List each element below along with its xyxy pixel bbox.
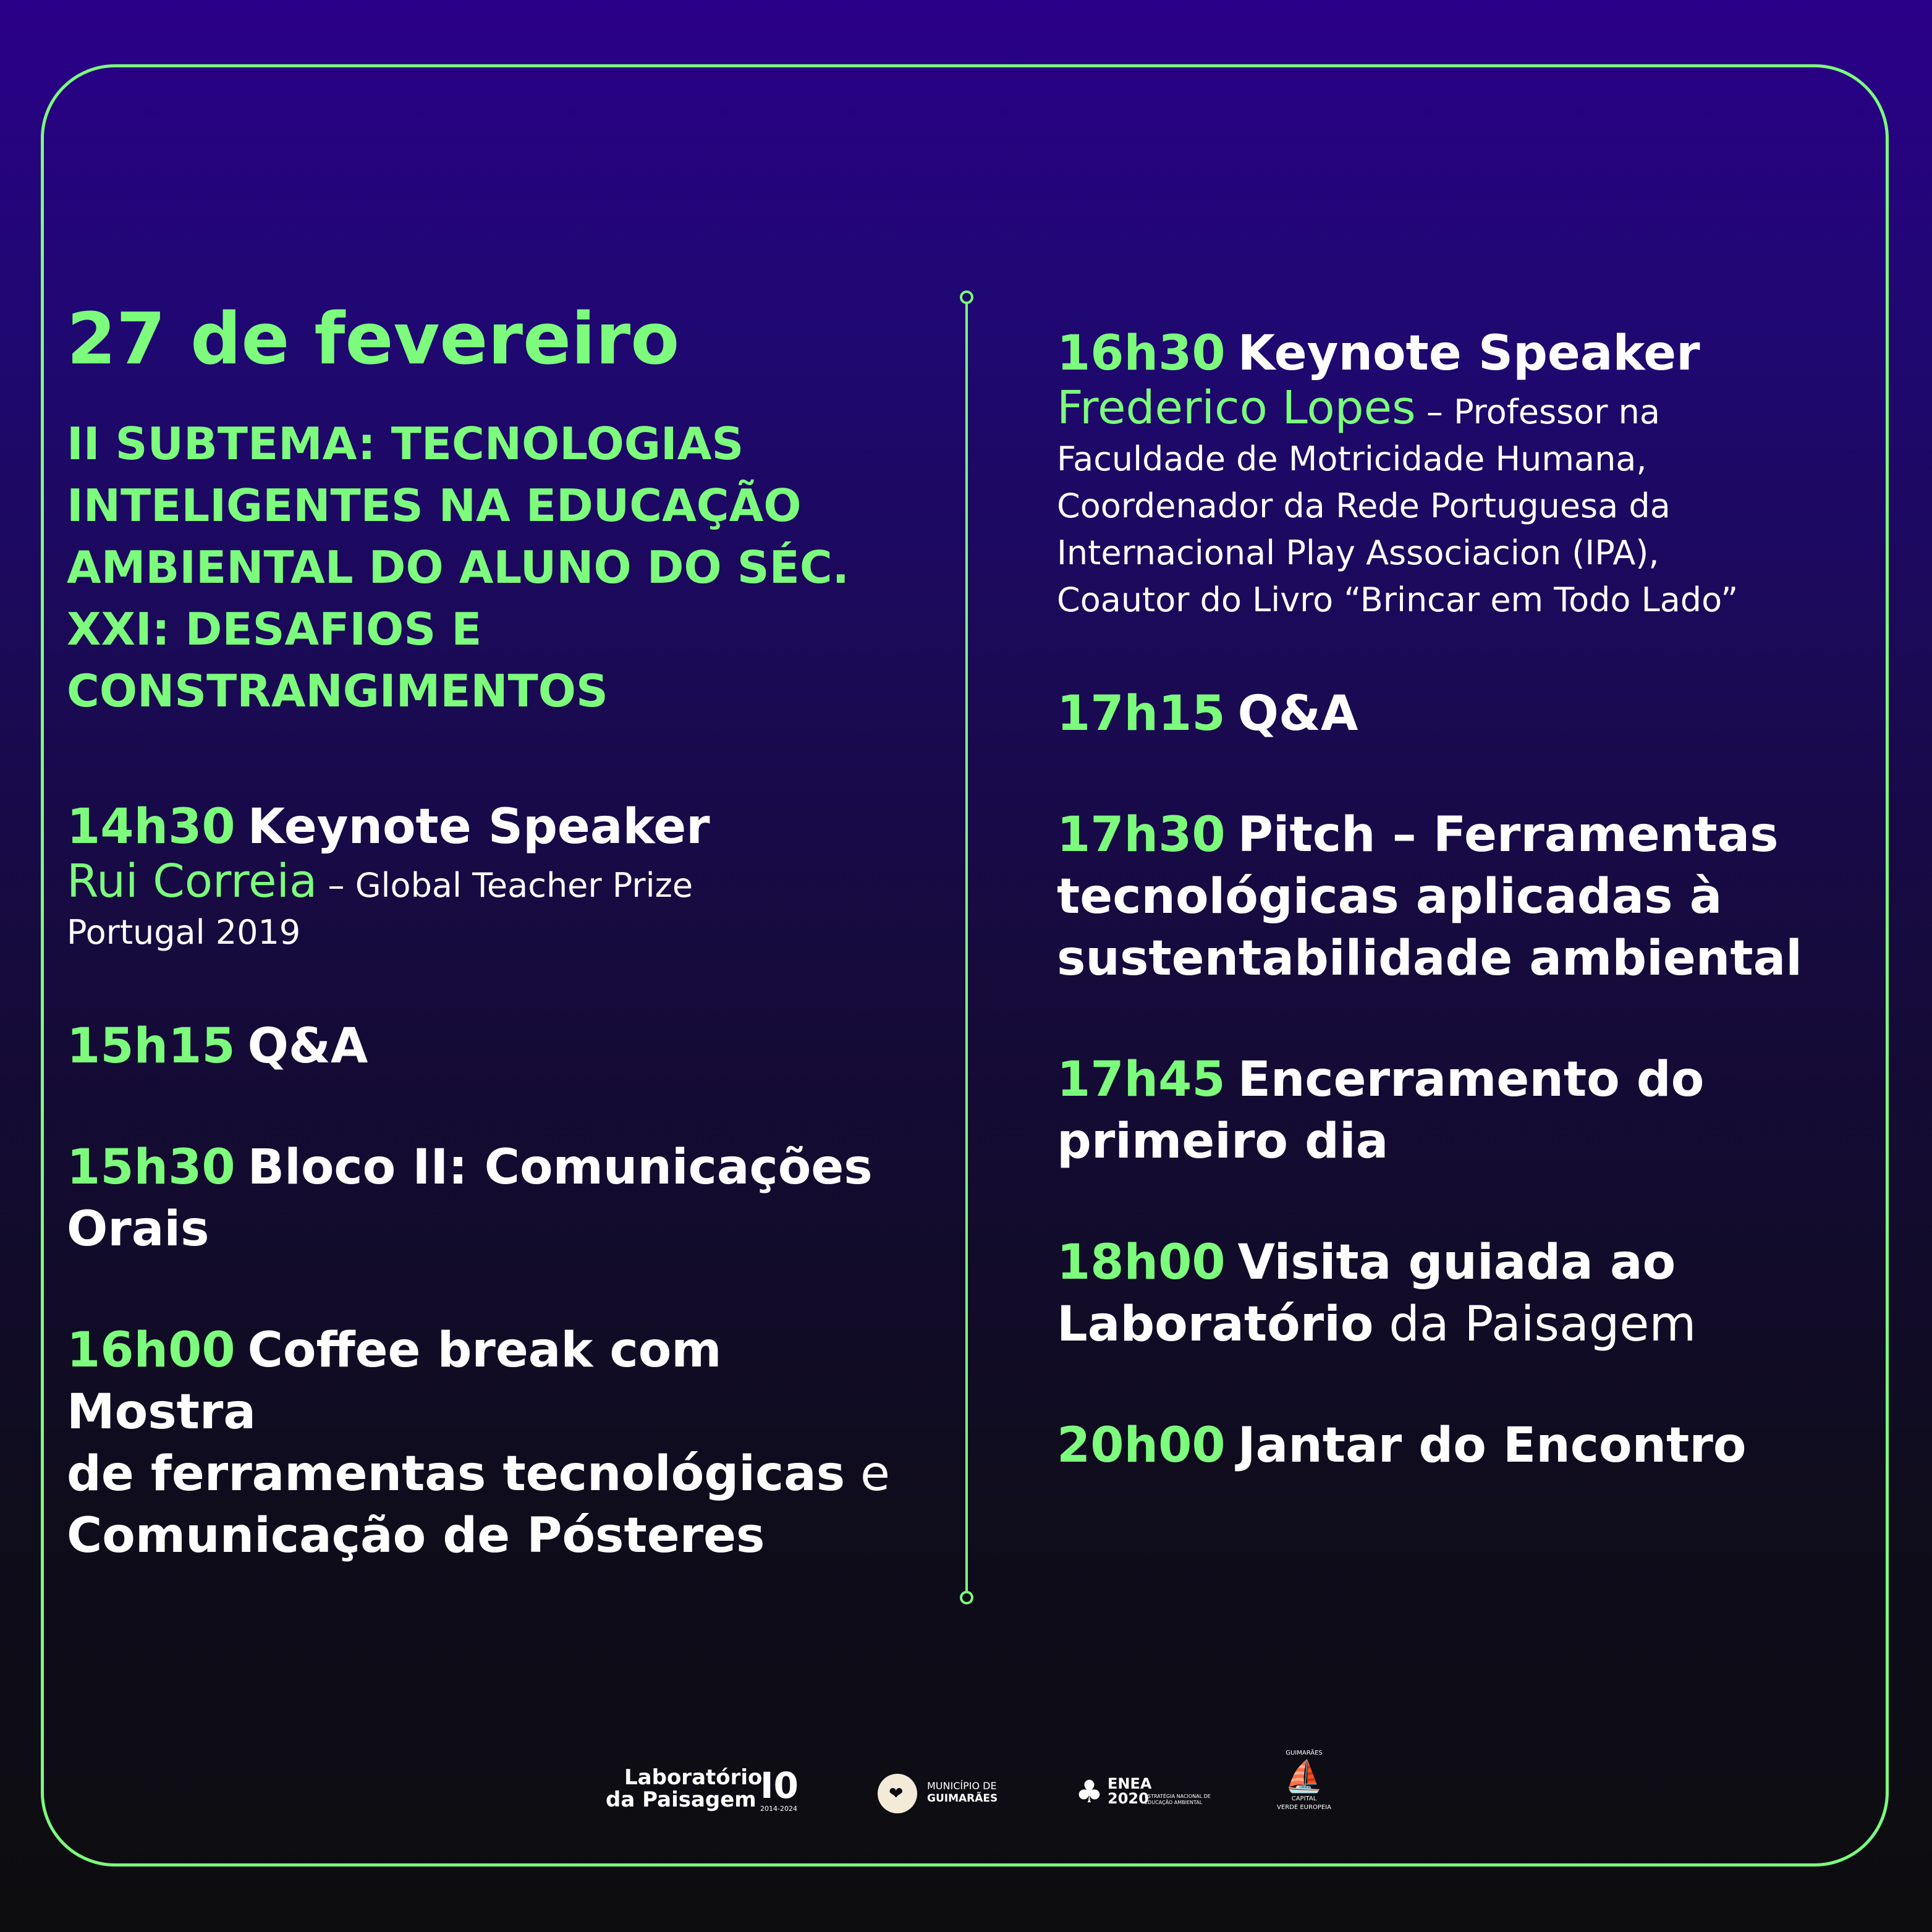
speaker-desc: – Professor na <box>1415 392 1660 431</box>
item-time: 14h30 <box>67 799 235 855</box>
item-time: 17h45 <box>1057 1052 1226 1108</box>
item-time: 18h00 <box>1057 1235 1226 1290</box>
item-title: Visita guiada ao <box>1237 1235 1676 1290</box>
schedule-item <box>1057 804 1873 989</box>
subtema-line: II SUBTEMA: TECNOLOGIAS <box>67 418 744 470</box>
municipio-guimaraes-logo <box>927 1780 998 1805</box>
schedule-item <box>1057 683 1873 745</box>
left-column <box>67 297 920 1626</box>
schedule-item <box>1057 1049 1873 1172</box>
subtema-line: INTELIGENTES NA EDUCAÇÃO <box>67 480 802 532</box>
item-title: Encerramento do <box>1237 1052 1705 1108</box>
schedule-item <box>1057 1232 1873 1355</box>
ship-icon: ⛵ <box>1284 1758 1324 1794</box>
item-title: Jantar do Encontro <box>1237 1418 1747 1473</box>
subtema-line: AMBIENTAL DO ALUNO DO SÉC. <box>67 541 850 593</box>
item-title-line: tecnológicas aplicadas à <box>1057 869 1722 925</box>
timeline-line <box>965 298 968 1598</box>
item-title-line: sustentabilidade ambiental <box>1057 931 1802 986</box>
logo-text: 2020 <box>1108 1790 1149 1807</box>
speaker-name: Frederico Lopes <box>1057 381 1416 434</box>
right-column <box>1057 323 1873 1536</box>
heart-icon: ❤ <box>889 1783 904 1803</box>
event-date: 27 de fevereiro <box>67 298 680 381</box>
item-title: Q&A <box>247 1019 368 1074</box>
logo-text: GUIMARÃES <box>1286 1750 1323 1756</box>
anniversary-years: 2014-2024 <box>760 1805 797 1813</box>
speaker-desc: Portugal 2019 <box>67 913 301 952</box>
item-time: 20h00 <box>1057 1418 1226 1473</box>
item-title: Coffee break com Mostra <box>67 1323 722 1440</box>
schedule-item <box>1057 323 1873 624</box>
anniversary-logo: I0 <box>760 1765 799 1807</box>
item-title-line-light: da Paisagem <box>1373 1297 1697 1352</box>
partner-logos <box>606 1749 1335 1829</box>
enea-subtitle: ESTRATÉGIA NACIONAL DE EDUCAÇÃO AMBIENTAL <box>1145 1794 1211 1805</box>
item-title-line: Laboratório <box>1057 1297 1374 1352</box>
item-title-line: Orais <box>67 1201 210 1257</box>
item-time: 17h15 <box>1057 686 1226 742</box>
logo-text: CAPITAL <box>1291 1795 1317 1802</box>
item-title-line: de ferramentas tecnológicas <box>67 1446 845 1502</box>
item-time: 15h30 <box>67 1140 235 1195</box>
schedule-item <box>67 796 920 956</box>
item-time: 16h00 <box>67 1323 235 1378</box>
speaker-desc: Coordenador da Rede Portuguesa da <box>1057 486 1671 525</box>
schedule-item <box>67 1320 920 1567</box>
item-title: Bloco II: Comunicações <box>247 1140 873 1195</box>
speaker-desc: Internacional Play Associacion (IPA), <box>1057 533 1659 572</box>
item-title-line: Comunicação de Pósteres <box>67 1508 765 1564</box>
speaker-name: Rui Correia <box>67 855 318 908</box>
speaker-desc: Faculdade de Motricidade Humana, <box>1057 439 1647 478</box>
item-title-connector: e <box>845 1446 891 1502</box>
logo-text: Laboratório <box>624 1765 763 1790</box>
tree-icon: ♣ <box>1075 1774 1103 1810</box>
capital-verde-logo <box>1273 1749 1335 1812</box>
item-title: Keynote Speaker <box>1237 326 1700 381</box>
item-title: Keynote Speaker <box>247 799 710 855</box>
logo-text: GUIMARÃES <box>927 1792 998 1805</box>
item-time: 15h15 <box>67 1019 235 1074</box>
logo-text: VERDE EUROPEIA <box>1277 1804 1331 1811</box>
logo-text: MUNICÍPIO DE <box>927 1780 997 1792</box>
item-title: Q&A <box>1237 686 1358 742</box>
laboratorio-paisagem-logo <box>606 1766 762 1811</box>
logo-text: ENEA <box>1108 1775 1152 1792</box>
logo-text: da Paisagem <box>606 1787 756 1812</box>
subtema-line: XXI: DESAFIOS E <box>67 603 482 655</box>
speaker-desc: – Global Teacher Prize <box>317 866 693 905</box>
subtema-line: CONSTRANGIMENTOS <box>67 665 608 717</box>
subtema-title <box>67 413 920 722</box>
item-time: 16h30 <box>1057 326 1226 381</box>
speaker-desc: Coautor do Livro “Brincar em Todo Lado” <box>1057 580 1739 619</box>
item-time: 17h30 <box>1057 807 1226 863</box>
timeline-dot-bottom <box>960 1591 973 1604</box>
timeline-dot-top <box>960 290 973 304</box>
item-title-line: primeiro dia <box>1057 1114 1389 1169</box>
schedule-item <box>67 1015 920 1077</box>
schedule-item <box>1057 1415 1873 1477</box>
item-title: Pitch – Ferramentas <box>1237 807 1779 863</box>
schedule-item <box>67 1137 920 1260</box>
